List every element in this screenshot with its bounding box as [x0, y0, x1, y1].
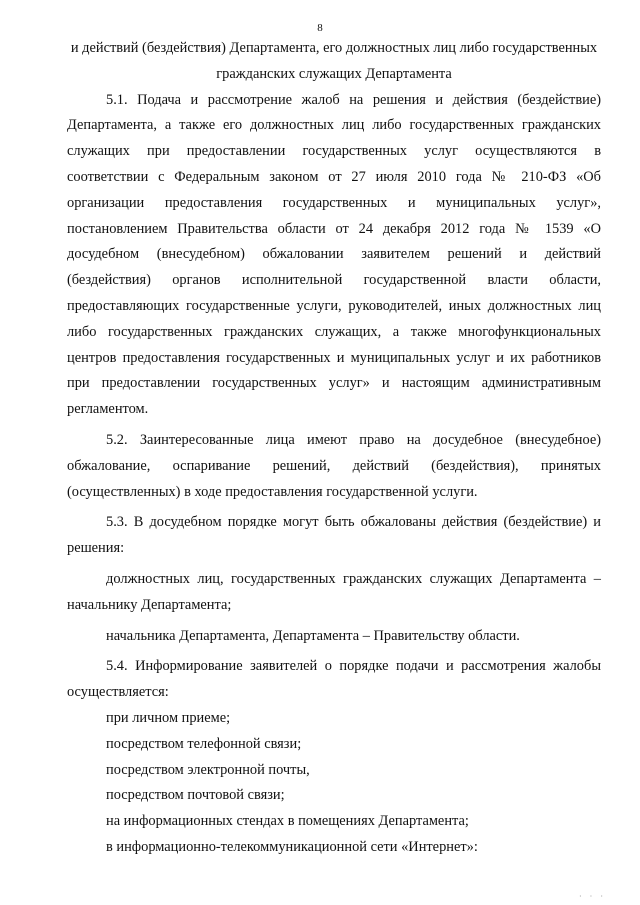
paragraph-5-1: 5.1. Подача и рассмотрение жалоб на решения и действия (бездействие) Департамента, а также его должностных лиц либо государственных гражданских служащих при предоставлении государственных услуг осуществляются в соответствии с Федеральным законом от 27 июля 2010 года № 210-ФЗ «Об организации предоставления государственных и муниципальных услуг», постановлением Правительства области от 24 декабря 2012 года № 1539 «О досудебном (внесудебном) обжаловании заявителем решений и действий (бездействия) органов исполнительной государственной власти области, предоставляющих государственные услуги, руководителей, иных должностных лиц либо государственных гражданских служащих, а также многофункциональных центров предоставления государственных и муниципальных услуг и их работников при предоставлении государственных услуг» и настоящим административным регламентом.: [67, 91, 601, 418]
list-item-channel: в информационно-телекоммуникационной сети «Интернет»:: [106, 838, 478, 855]
scan-artifact-mark: · · ·: [579, 892, 606, 901]
page-number: 8: [317, 22, 323, 34]
list-item-channel: посредством почтовой связи;: [106, 787, 285, 804]
list-item-channel: на информационных стендах в помещениях Департамента;: [106, 813, 469, 830]
paragraph-5-2: 5.2. Заинтересованные лица имеют право на досудебное (внесудебное) обжалование, оспаривание решений, действий (бездействия), принятых (осуществленных) в ходе предоставления государственной услуги.: [67, 431, 601, 500]
paragraph-5-3: 5.3. В досудебном порядке могут быть обжалованы действия (бездействие) и решения:: [67, 514, 601, 557]
list-item-channel: посредством телефонной связи;: [106, 735, 302, 752]
list-item-channel: при личном приеме;: [106, 709, 231, 726]
paragraph-5-3-item-2: начальника Департамента, Департамента – Правительству области.: [106, 627, 520, 644]
document-body: [67, 36, 601, 861]
list-item-channel: посредством электронной почты,: [106, 761, 310, 778]
paragraph-5-3-item-1: должностных лиц, государственных гражданских служащих Департамента – начальнику Департамента;: [67, 570, 601, 613]
section-heading: и действий (бездействия) Департамента, его должностных лиц либо государственных гражданских служащих Департамента: [70, 40, 598, 82]
paragraph-5-4: 5.4. Информирование заявителей о порядке подачи и рассмотрения жалобы осуществляется:: [67, 658, 601, 701]
